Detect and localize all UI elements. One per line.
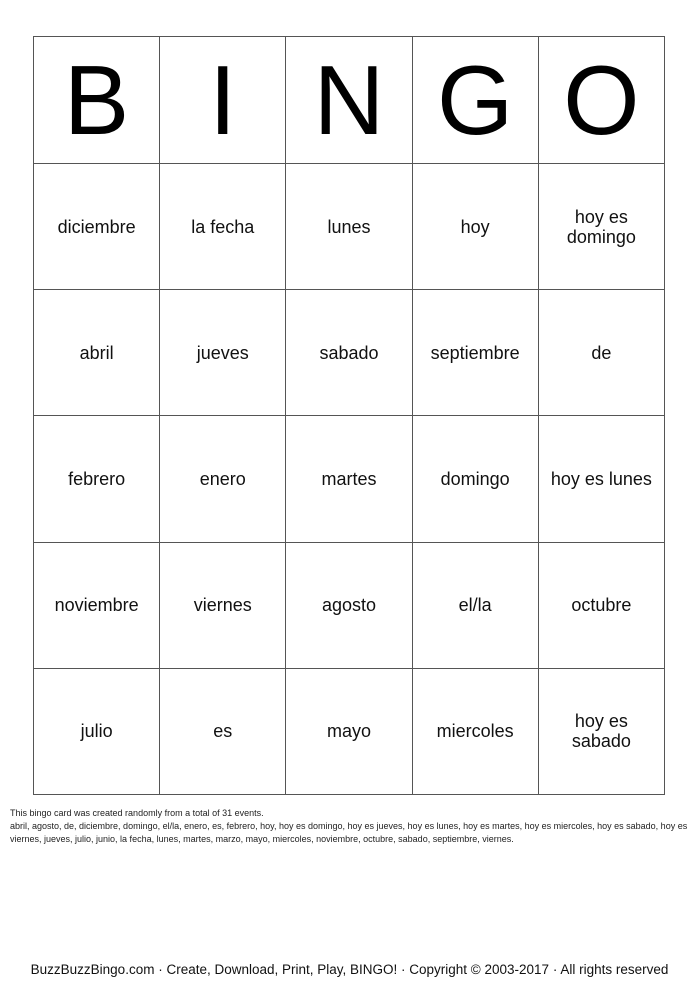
bingo-row <box>34 290 665 416</box>
bingo-card <box>33 36 665 795</box>
bingo-cell: septiembre <box>412 290 538 416</box>
header-letter-i: I <box>160 37 286 164</box>
event-list: abril, agosto, de, diciembre, domingo, el/la, enero, es, febrero, hoy, hoy es domingo, hoy es jueves, hoy es lunes, hoy es martes, hoy es miercoles, hoy es sabado, hoy es viernes, jueves, julio, junio, la fecha, lunes, martes, marzo, mayo, miercoles, noviembre, octubre, sabado, septiembre, viernes. <box>10 821 688 844</box>
bingo-cell: es <box>160 668 286 794</box>
bingo-cell: miercoles <box>412 668 538 794</box>
bingo-cell: enero <box>160 416 286 542</box>
bingo-cell: sabado <box>286 290 412 416</box>
bingo-cell: hoy es sabado <box>538 668 664 794</box>
header-letter-b: B <box>34 37 160 164</box>
bingo-row <box>34 416 665 542</box>
header-letter-n: N <box>286 37 412 164</box>
bingo-cell: de <box>538 290 664 416</box>
bingo-cell: hoy es lunes <box>538 416 664 542</box>
bingo-row <box>34 668 665 794</box>
bingo-cell: martes <box>286 416 412 542</box>
bingo-cell: noviembre <box>34 542 160 668</box>
bingo-cell: hoy es domingo <box>538 164 664 290</box>
bingo-cell: diciembre <box>34 164 160 290</box>
bingo-cell: febrero <box>34 416 160 542</box>
bingo-cell: mayo <box>286 668 412 794</box>
bingo-cell: jueves <box>160 290 286 416</box>
bingo-cell: julio <box>34 668 160 794</box>
bingo-header-row <box>34 37 665 164</box>
card-summary: This bingo card was created randomly from a total of 31 events. <box>10 808 264 818</box>
bingo-cell: lunes <box>286 164 412 290</box>
bingo-cell: abril <box>34 290 160 416</box>
bingo-row <box>34 542 665 668</box>
bingo-cell: viernes <box>160 542 286 668</box>
header-letter-g: G <box>412 37 538 164</box>
bingo-cell: octubre <box>538 542 664 668</box>
bingo-cell: agosto <box>286 542 412 668</box>
bingo-row <box>34 164 665 290</box>
bingo-cell: hoy <box>412 164 538 290</box>
header-letter-o: O <box>538 37 664 164</box>
bingo-cell: la fecha <box>160 164 286 290</box>
footer-copyright: BuzzBuzzBingo.com · Create, Download, Print, Play, BINGO! · Copyright © 2003-2017 · All rights reserved <box>30 962 669 977</box>
card-info <box>10 807 695 846</box>
bingo-cell: el/la <box>412 542 538 668</box>
bingo-cell: domingo <box>412 416 538 542</box>
